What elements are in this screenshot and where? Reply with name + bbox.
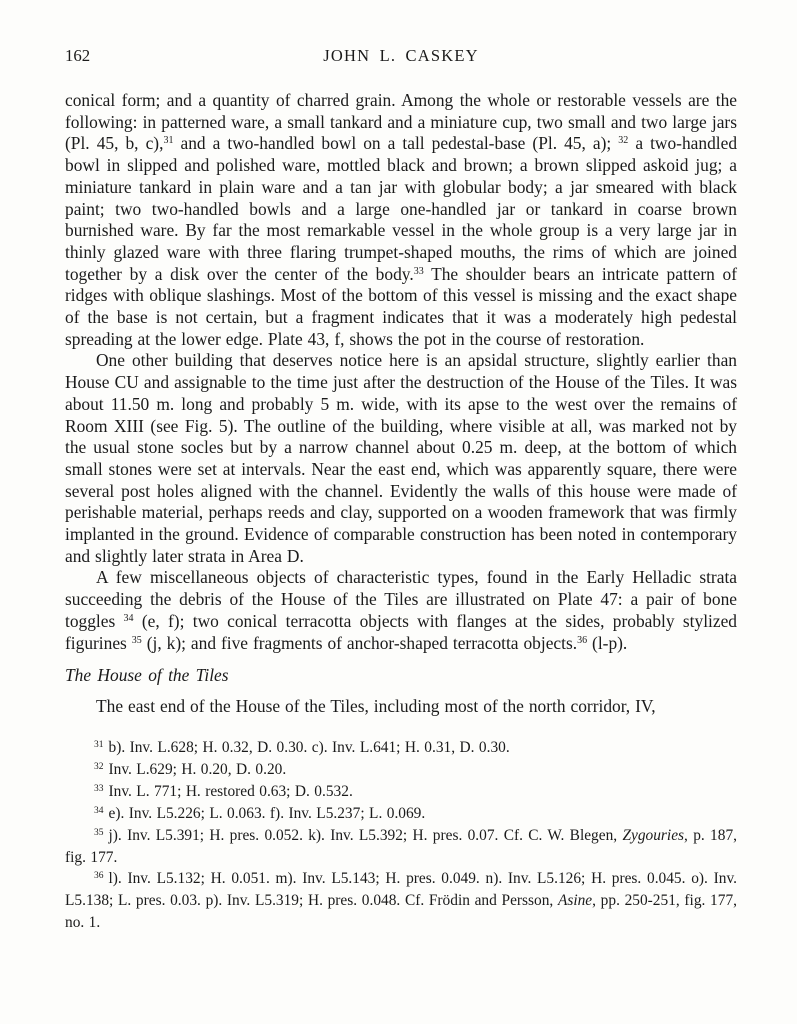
footnote-marker-35: 35 [94,827,104,838]
book-title-asine: Asine [557,892,593,910]
footnote-text: , pp. 250-251, fig. 177, no. 1. [65,892,737,932]
running-title: JOHN L. CASKEY [323,46,479,65]
book-title-zygouries: Zygouries [622,826,685,844]
footnote-32 [65,759,737,781]
footnote-33 [65,781,737,803]
footnote-ref-34: 34 [123,612,134,624]
footnote-text: b). Inv. L.628; H. 0.32, D. 0.30. c). Inv. L.641; H. 0.31, D. 0.30. [108,738,510,756]
footnote-ref-36: 36 [577,634,588,646]
footnote-ref-33: 33 [413,265,424,277]
text-block [65,90,737,718]
paragraph-text: (e, f); two conical terracotta objects with flanges at the sides, probably stylized figurines [65,610,737,653]
paragraph-miscellaneous-objects [65,567,737,654]
paragraph-text: (l-p). [587,632,628,653]
footnote-35 [65,825,737,869]
paragraph-vessels [65,90,737,350]
footnote-marker-33: 33 [94,783,104,794]
footnote-ref-32: 32 [618,135,629,147]
paragraph-text: (j, k); and five fragments of anchor-shaped terracotta objects. [141,632,578,653]
footnote-34 [65,803,737,825]
footnote-marker-36: 36 [94,871,104,882]
footnote-31 [65,737,737,759]
footnote-36 [65,868,737,934]
footnote-text: Inv. L. 771; H. restored 0.63; D. 0.532. [108,782,353,800]
footnote-text: e). Inv. L5.226; L. 0.063. f). Inv. L5.237; L. 0.069. [108,804,426,822]
paragraph-text: and a two-handled bowl on a tall pedestal-base (Pl. 45, a); [173,133,619,154]
paragraph-east-end: The east end of the House of the Tiles, including most of the north corridor, IV, [96,696,656,717]
footnote-marker-31: 31 [94,739,104,750]
paragraph-text: The shoulder bears an intricate pattern of ridges with oblique slashings. Most of the bottom of this vessel is missing and the exact shape of the base is not certain, but a fragment indicates that it was a moderately high pedestal spreading at the lower edge. Plate 43, f, shows the pot in the course of restoration. [65,263,738,349]
paragraph-apsidal-structure: One other building that deserves notice here is an apsidal structure, slightly earlier than House CU and assignable to the time just after the destruction of the House of the Tiles. It was about 11.50 m. long and probably 5 m. wide, with its apse to the west over the remains of Room XIII (see Fig. 5). The outline of the building, where visible at all, was marked not by the usual stone socles but by a narrow channel about 0.25 m. deep, at the bottom of which small stones were set at intervals. Near the east end, which was apparently square, there were several post holes aligned with the channel. Evidently the walls of this house were made of perishable material, perhaps reeds and clay, supported on a wooden framework that was firmly implanted in the ground. Evidence of comparable construction has been noted in contemporary and slightly later strata in Area D. [65,350,737,566]
footnote-text: l). Inv. L5.132; H. 0.051. m). Inv. L5.143; H. pres. 0.049. n). Inv. L5.126; H. pres. 0.045. o). Inv. L5.138; L. pres. 0.03. p). Inv. L5.319; H. pres. 0.048. Cf. Frödin and Persson, [65,870,737,910]
paragraph-text: a two-handled bowl in slipped and polished ware, mottled black and brown; a brown slipped askoid jug; a miniature tankard in plain ware and a tan jar with globular body; a jar smeared with black paint; two two-handled bowls and a large one-handled jar or tankard in coarse brown burnished ware. By far the most remarkable vessel in the whole group is a very large jar in thinly glazed ware with three flaring trumpet-shaped mouths, the rims of which are joined together by a disk over the center of the body. [65,133,738,284]
paragraph-text: conical form; and a quantity of charred grain. Among the whole or restorable vessels are the following: in patterned ware, a small tankard and a miniature cup, two small and two large jars (Pl. 45, b, c), [65,90,737,154]
footnote-text: Inv. L.629; H. 0.20, D. 0.20. [108,760,287,778]
footnote-text: j). Inv. L5.391; H. pres. 0.052. k). Inv. L5.392; H. pres. 0.07. Cf. C. W. Blegen, [108,826,623,844]
footnote-marker-34: 34 [94,805,104,816]
page-number: 162 [65,46,91,65]
footnote-marker-32: 32 [94,761,104,772]
section-heading: The House of the Tiles [65,665,229,686]
page-header [65,46,737,66]
footnote-text: , p. 187, fig. 177. [65,826,737,866]
paragraph-text: A few miscellaneous objects of characteristic types, found in the Early Helladic strata succeeding the debris of the House of the Tiles are illustrated on Plate 47: a pair of bone toggles [65,567,737,631]
footnote-ref-31: 31 [163,135,174,147]
footnotes-section [65,737,737,934]
footnote-ref-35: 35 [131,634,142,646]
